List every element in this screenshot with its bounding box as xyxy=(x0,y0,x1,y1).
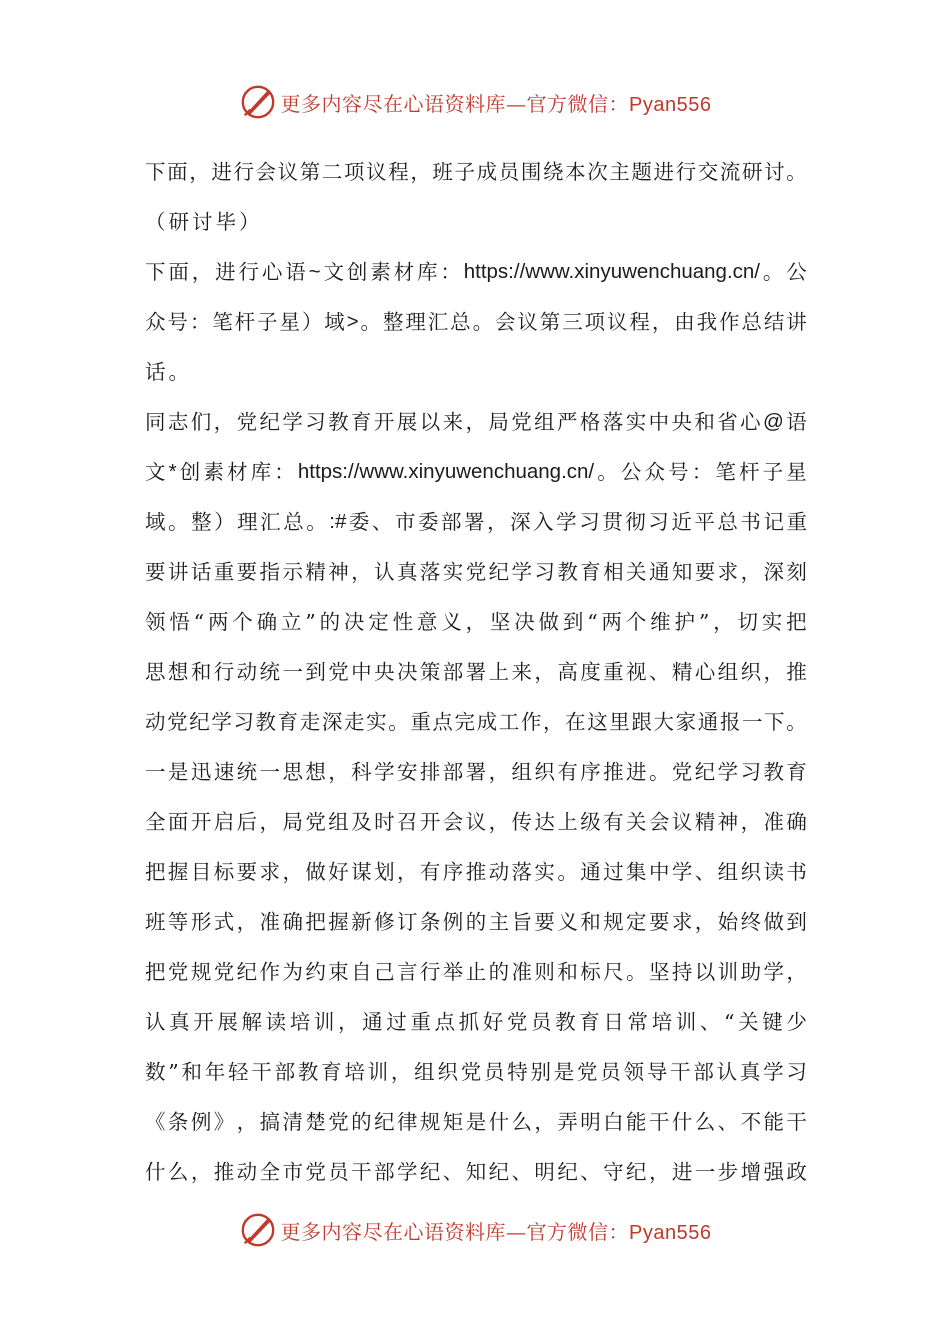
quill-logo-icon xyxy=(239,1211,277,1249)
text-line: 认 真 开 展 解 读 培 训 ， 通 过 重 点 抓 好 党 员 教 育 日 常 培 训 、 “ 关 键 少 xyxy=(145,1010,807,1034)
text-line: 把 党 规 党 纪 作 为 约 束 自 己 言 行 举 止 的 准 则 和 标 尺 。 坚 持 以 训 助 学 ， xyxy=(145,960,807,984)
text-line: 文 * 创 素 材 库 ： https://www.xinyuwenchuang.cn/ 。 公 众 号 ： 笔 杆 子 星 xyxy=(145,460,807,484)
banner-text: 更多内容尽在心语资料库—官方微信：Pyan556 xyxy=(280,91,712,116)
text-line: （研讨毕） xyxy=(145,210,263,234)
text-line: 数 ” 和 年 轻 干 部 教 育 培 训 ， 组 织 党 员 特 别 是 党 员 领 导 干 部 认 真 学 习 xyxy=(145,1060,807,1084)
footer-banner xyxy=(0,1210,950,1250)
text-line: 要 讲 话 重 要 指 示 精 神 ， 认 真 落 实 党 纪 学 习 教 育 相 关 通 知 要 求 ， 深 刻 xyxy=(145,560,807,584)
text-line: 话。 xyxy=(145,360,192,384)
text-line: 下 面 ， 进 行 心 语 ~ 文 创 素 材 库 ： https://www.xinyuwenchuang.cn/ 。 公 xyxy=(145,260,807,284)
text-line: 同 志 们 ， 党 纪 学 习 教 育 开 展 以 来 ， 局 党 组 严 格 落 实 中 央 和 省 心 @ 语 xyxy=(145,410,807,434)
text-line: 下 面 ， 进 行 会 议 第 二 项 议 程 ， 班 子 成 员 围 绕 本 次 主 题 进 行 交 流 研 讨 。 xyxy=(145,160,807,184)
text-line: 《 条 例 》 ， 搞 清 楚 党 的 纪 律 规 矩 是 什 么 ， 弄 明 白 能 干 什 么 、 不 能 干 xyxy=(145,1110,807,1134)
text-line: 一 是 迅 速 统 一 思 想 ， 科 学 安 排 部 署 ， 组 织 有 序 推 进 。 党 纪 学 习 教 育 xyxy=(145,760,807,784)
quill-logo-icon xyxy=(239,83,277,121)
text-line: 域 。 整 ） 理 汇 总 。 :# 委 、 市 委 部 署 ， 深 入 学 习 贯 彻 习 近 平 总 书 记 重 xyxy=(145,510,807,534)
text-line: 动 党 纪 学 习 教 育 走 深 走 实 。 重 点 完 成 工 作 ， 在 这 里 跟 大 家 通 报 一 下 。 xyxy=(145,710,807,734)
document-body xyxy=(145,147,807,1197)
text-line: 众 号 ： 笔 杆 子 星 ） 域 > 。 整 理 汇 总 。 会 议 第 三 项 议 程 ， 由 我 作 总 结 讲 xyxy=(145,310,807,334)
text-line: 思 想 和 行 动 统 一 到 党 中 央 决 策 部 署 上 来 ， 高 度 重 视 、 精 心 组 织 ， 推 xyxy=(145,660,807,684)
banner-text: 更多内容尽在心语资料库—官方微信：Pyan556 xyxy=(280,1219,712,1244)
header-banner xyxy=(0,82,950,122)
text-line: 把 握 目 标 要 求 ， 做 好 谋 划 ， 有 序 推 动 落 实 。 通 过 集 中 学 、 组 织 读 书 xyxy=(145,860,807,884)
wechat-id: Pyan556 xyxy=(629,1221,712,1244)
text-line: 什 么 ， 推 动 全 市 党 员 干 部 学 纪 、 知 纪 、 明 纪 、 守 纪 ， 进 一 步 增 强 政 xyxy=(145,1160,807,1184)
wechat-id: Pyan556 xyxy=(629,93,712,116)
text-line: 全 面 开 启 后 ， 局 党 组 及 时 召 开 会 议 ， 传 达 上 级 有 关 会 议 精 神 ， 准 确 xyxy=(145,810,807,834)
text-line: 班 等 形 式 ， 准 确 把 握 新 修 订 条 例 的 主 旨 要 义 和 规 定 要 求 ， 始 终 做 到 xyxy=(145,910,807,934)
text-line: 领 悟 “ 两 个 确 立 ” 的 决 定 性 意 义 ， 坚 决 做 到 “ 两 个 维 护 ” ， 切 实 把 xyxy=(145,610,807,634)
